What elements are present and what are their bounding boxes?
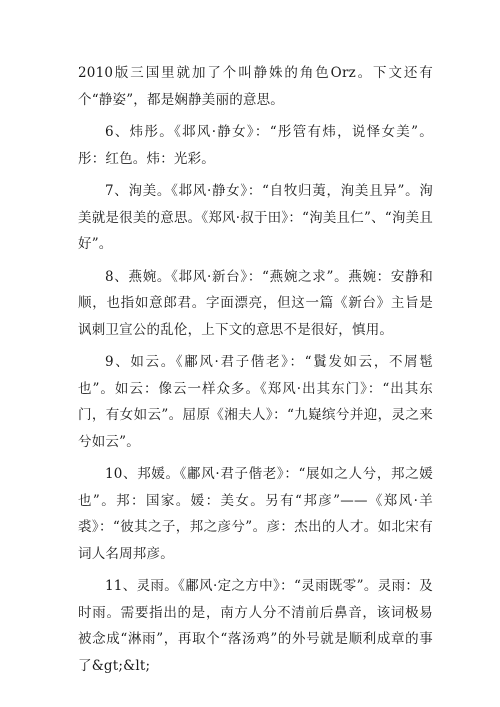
paragraph-item-7: 7、洵美。《邶风·静女》：“自牧归荑，洵美且异”。洵美就是很美的意思。《郑风·叔于田》：“洵美且仁”、“洵美且好”。 — [78, 183, 433, 252]
paragraph-item-8: 8、燕婉。《邶风·新台》：“燕婉之求”。燕婉：安静和顺，也指如意郎君。字面漂亮，但这一篇《新台》主旨是讽刺卫宣公的乱伦，上下文的意思不是很好，慎用。 — [78, 268, 433, 338]
paragraph-1: 2010版三国里就加了个叫静姝的角色Orz。下文还有个“静姿”，都是娴静美丽的意思。 — [78, 65, 433, 108]
document-page — [78, 60, 433, 685]
paragraph-item-10: 10、邦媛。《鄘风·君子偕老》：“展如之人兮，邦之媛也”。邦：国家。媛：美女。另有“邦彦”——《郑风·羊裘》：“彼其之子，邦之彦兮”。彦：杰出的人才。如北宋有词人名周邦彦。 — [78, 466, 433, 562]
paragraph-item-6: 6、炜彤。《邶风·静女》：“彤管有炜，说怿女美”。彤：红色。炜：光彩。 — [78, 124, 433, 167]
paragraph-item-11: 11、灵雨。《鄘风·定之方中》：“灵雨既零”。灵雨：及时雨。需要指出的是，南方人分不清前后鼻音，该词极易被念成“淋雨”，再取个“落汤鸡”的外号就是顺利成章的事了&gt;&lt; — [78, 578, 433, 674]
paragraph-item-9: 9、如云。《鄘风·君子偕老》：“鬒发如云，不屑髢也”。如云：像云一样众多。《郑风·出其东门》：“出其东门，有女如云”。屈原《湘夫人》：“九嶷缤兮并迎，灵之来兮如云”。 — [78, 354, 433, 450]
